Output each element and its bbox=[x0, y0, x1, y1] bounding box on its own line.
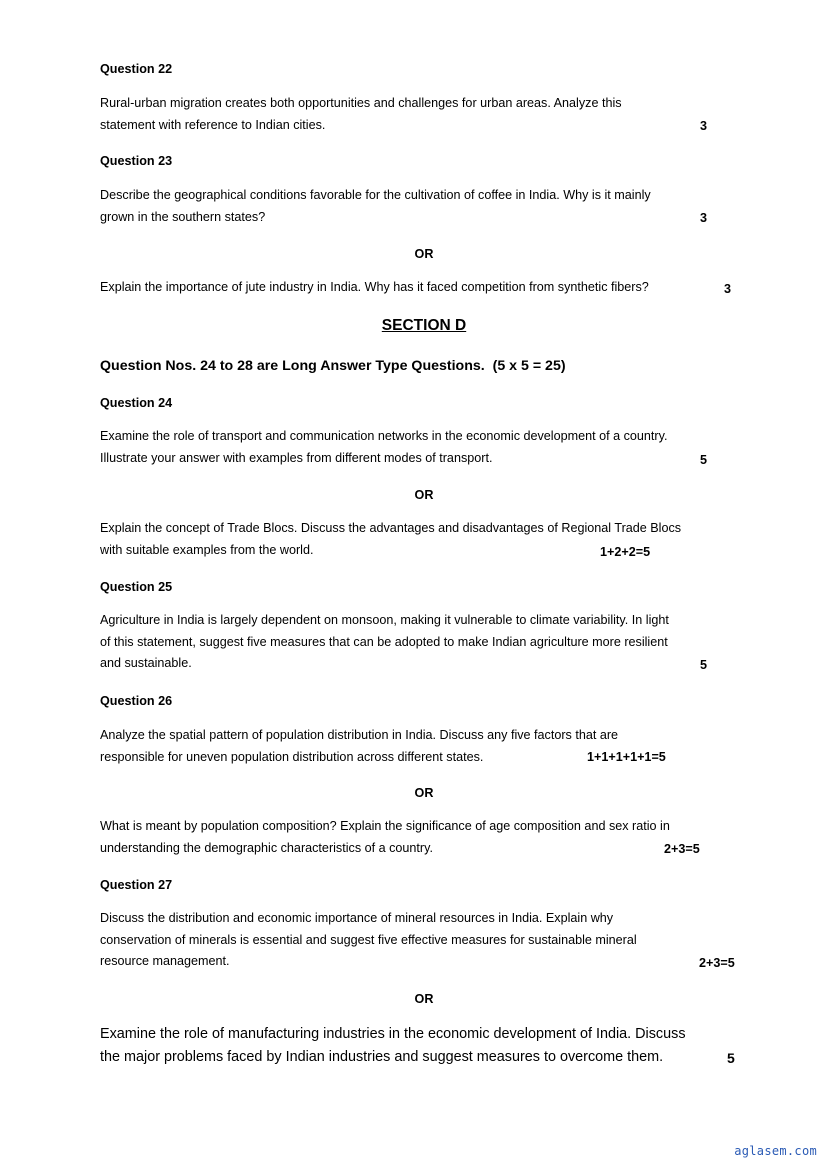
text-line: Examine the role of transport and communication networks in the economic development of a country. bbox=[100, 429, 668, 443]
question-24-heading: Question 24 bbox=[100, 396, 173, 410]
text-line: What is meant by population composition? Explain the significance of age composition and sex ratio in bbox=[100, 819, 670, 833]
question-26-alt-text bbox=[100, 816, 745, 859]
text-line: Illustrate your answer with examples from different modes of transport. bbox=[100, 450, 493, 465]
text-line: responsible for uneven population distribution across different states. bbox=[100, 749, 484, 764]
question-23-marks: 3 bbox=[700, 211, 708, 225]
question-27-heading: Question 27 bbox=[100, 878, 173, 892]
text-line: Analyze the spatial pattern of population distribution in India. Discuss any five factors that are bbox=[100, 728, 619, 742]
question-23-alt-marks: 3 bbox=[724, 282, 732, 296]
or-separator: OR bbox=[414, 488, 434, 502]
or-separator: OR bbox=[414, 992, 434, 1006]
text-line: grown in the southern states? bbox=[100, 209, 266, 224]
or-separator: OR bbox=[414, 247, 434, 261]
question-25-heading: Question 25 bbox=[100, 580, 173, 594]
text-line: and sustainable. bbox=[100, 656, 192, 670]
text-line: conservation of minerals is essential and suggest five effective measures for sustainable mineral bbox=[100, 932, 637, 947]
text-line: with suitable examples from the world. bbox=[100, 542, 314, 557]
text-line: Explain the concept of Trade Blocs. Discuss the advantages and disadvantages of Regional Trade Blocs bbox=[100, 521, 682, 535]
question-24-text bbox=[100, 426, 745, 469]
watermark: aglasem.com bbox=[734, 1144, 817, 1158]
question-25-text bbox=[100, 610, 745, 675]
text-line: the major problems faced by Indian industries and suggest measures to overcome them. bbox=[100, 1049, 664, 1065]
question-22-heading: Question 22 bbox=[100, 62, 173, 76]
text-line: Examine the role of manufacturing industries in the economic development of India. Discuss bbox=[100, 1026, 686, 1042]
question-24-marks: 5 bbox=[700, 453, 708, 467]
or-separator: OR bbox=[414, 786, 434, 800]
question-27-alt-marks: 5 bbox=[727, 1050, 735, 1066]
question-26-marks: 1+1+1+1+1=5 bbox=[587, 750, 666, 764]
text-line: Rural-urban migration creates both opportunities and challenges for urban areas. Analyze this bbox=[100, 96, 622, 110]
question-27-text bbox=[100, 908, 745, 973]
question-23-alt-text bbox=[100, 277, 745, 299]
text-line: resource management. bbox=[100, 954, 230, 968]
section-title: SECTION D bbox=[381, 317, 467, 334]
question-26-alt-marks: 2+3=5 bbox=[664, 842, 700, 856]
text-line: of this statement, suggest five measures that can be adopted to make Indian agriculture more resilient bbox=[100, 634, 668, 649]
text-line: Describe the geographical conditions favorable for the cultivation of coffee in India. Why is it mainly bbox=[100, 188, 651, 202]
text-line: statement with reference to Indian cities. bbox=[100, 117, 326, 132]
question-27-marks: 2+3=5 bbox=[699, 956, 735, 970]
question-22-marks: 3 bbox=[700, 119, 708, 133]
question-23-heading: Question 23 bbox=[100, 154, 173, 168]
question-26-heading: Question 26 bbox=[100, 694, 173, 708]
text-line: understanding the demographic characteristics of a country. bbox=[100, 840, 433, 855]
section-instruction: Question Nos. 24 to 28 are Long Answer Type Questions. (5 x 5 = 25) bbox=[100, 358, 566, 374]
question-25-marks: 5 bbox=[700, 658, 708, 672]
text-line: Explain the importance of jute industry in India. Why has it faced competition from synthetic fibers? bbox=[100, 280, 649, 294]
question-22-text bbox=[100, 93, 745, 136]
text-line: Agriculture in India is largely dependent on monsoon, making it vulnerable to climate variability. In light bbox=[100, 613, 669, 627]
text-line: Discuss the distribution and economic importance of mineral resources in India. Explain why bbox=[100, 911, 614, 925]
question-27-alt-text bbox=[100, 1023, 750, 1069]
question-23-text bbox=[100, 185, 745, 228]
question-24-alt-marks: 1+2+2=5 bbox=[600, 545, 651, 559]
